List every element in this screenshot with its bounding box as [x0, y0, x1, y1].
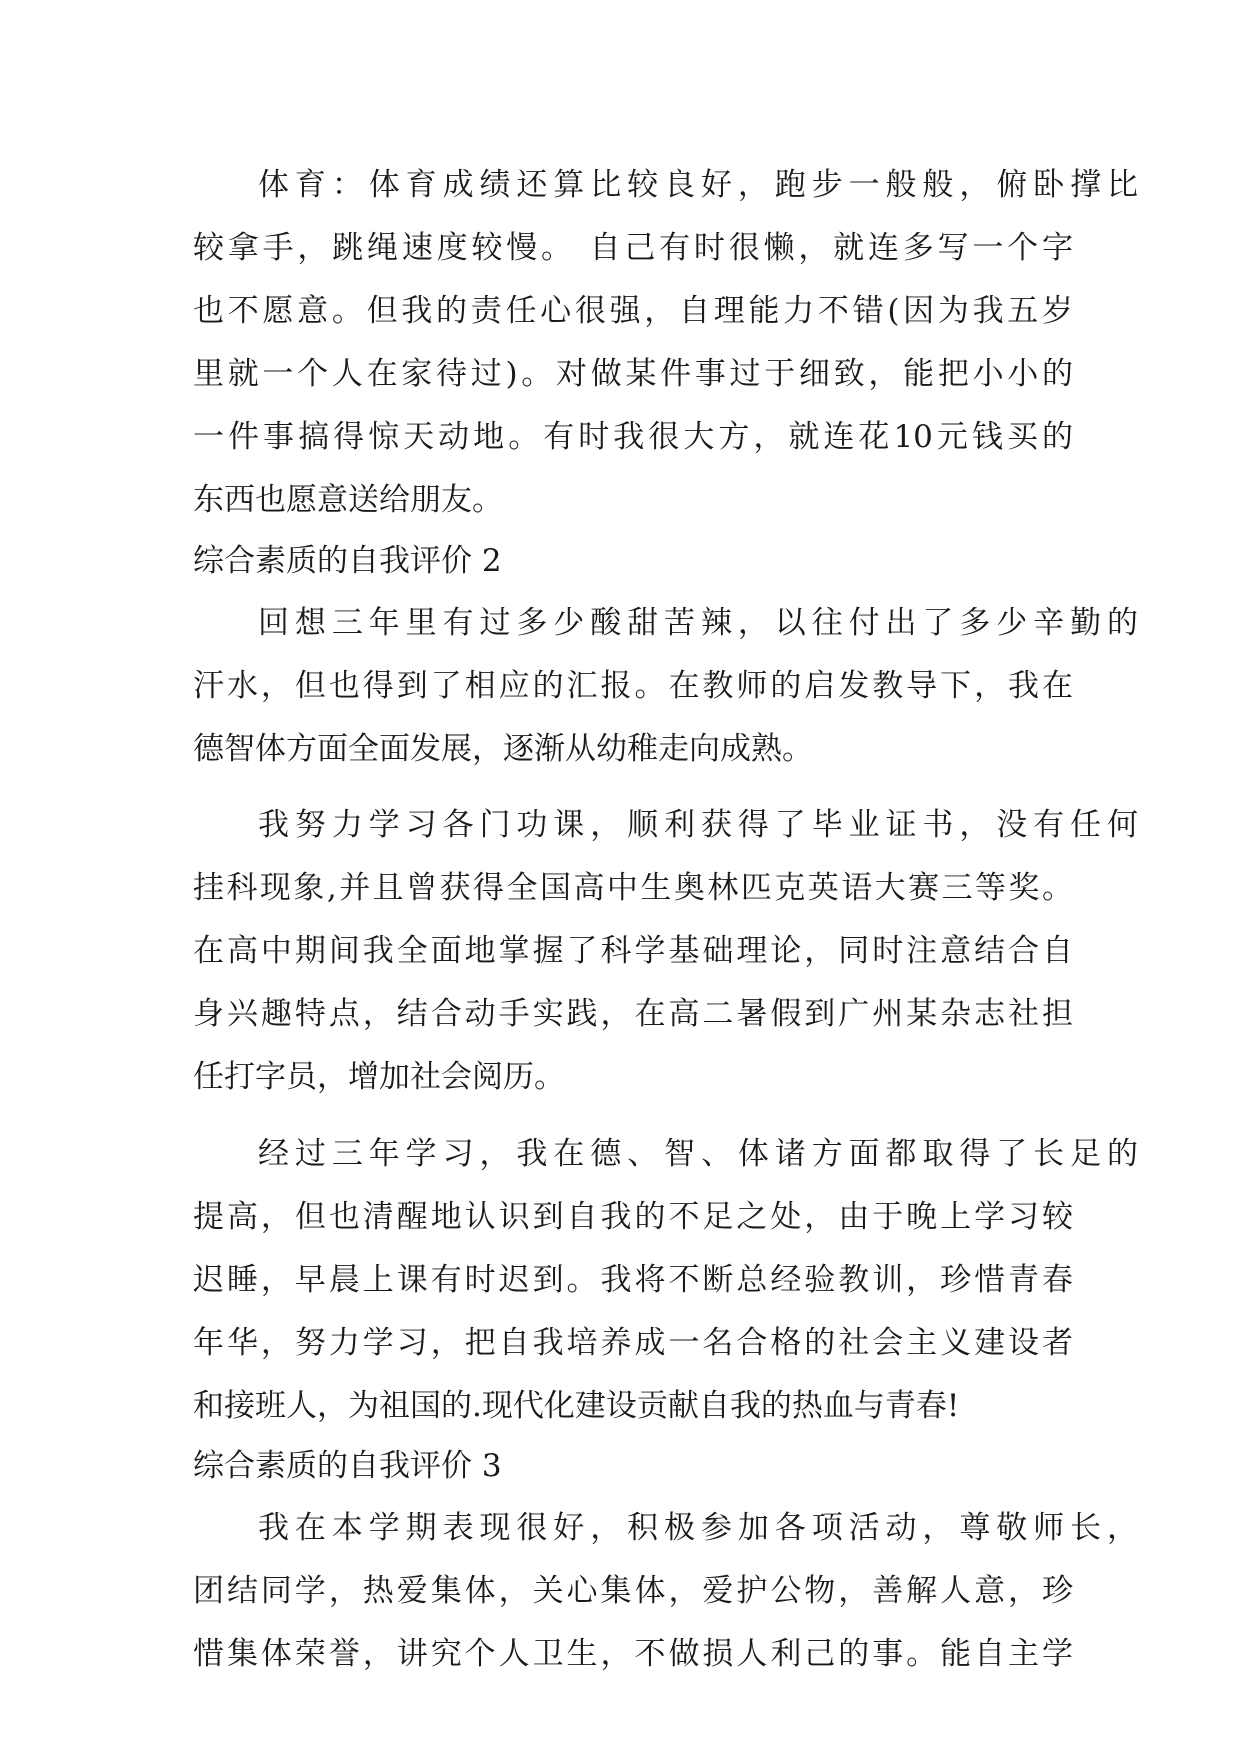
body-text-line: 和接班人，为祖国的.现代化建设贡献自我的热血与青春! — [193, 1388, 960, 1424]
body-text-line: 惜集体荣誉，讲究个人卫生，不做损人利己的事。能自主学 — [193, 1636, 1073, 1672]
body-text-line: 年华，努力学习，把自我培养成一名合格的社会主义建设者 — [193, 1325, 1073, 1361]
body-text-line: 我在本学期表现很好，积极参加各项活动，尊敬师长， — [258, 1510, 1138, 1546]
body-text-line: 挂科现象,并且曾获得全国高中生奥林匹克英语大赛三等奖。 — [193, 870, 1073, 906]
body-text-line: 在高中期间我全面地掌握了科学基础理论，同时注意结合自 — [193, 933, 1073, 969]
body-text-line: 任打字员，增加社会阅历。 — [193, 1059, 565, 1095]
body-text-line: 团结同学，热爱集体，关心集体，爱护公物，善解人意，珍 — [193, 1573, 1073, 1609]
body-text-line: 东西也愿意送给朋友。 — [193, 482, 503, 518]
body-text-line: 经过三年学习，我在德、智、体诸方面都取得了长足的 — [258, 1136, 1138, 1172]
body-text-line: 也不愿意。但我的责任心很强，自理能力不错(因为我五岁 — [193, 293, 1073, 329]
body-text-line: 回想三年里有过多少酸甜苦辣，以往付出了多少辛勤的 — [258, 605, 1138, 641]
body-text-line: 体育：体育成绩还算比较良好，跑步一般般，俯卧撑比 — [258, 167, 1138, 203]
body-text-line: 提高，但也清醒地认识到自我的不足之处，由于晚上学习较 — [193, 1199, 1073, 1235]
section-heading: 综合素质的自我评价 3 — [193, 1448, 502, 1484]
body-text-line: 一件事搞得惊天动地。有时我很大方，就连花10元钱买的 — [193, 419, 1073, 455]
body-text-line: 德智体方面全面发展，逐渐从幼稚走向成熟。 — [193, 731, 813, 767]
section-heading: 综合素质的自我评价 2 — [193, 543, 502, 579]
body-text-line: 里就一个人在家待过)。对做某件事过于细致，能把小小的 — [193, 356, 1073, 392]
body-text-line: 迟睡，早晨上课有时迟到。我将不断总经验教训，珍惜青春 — [193, 1262, 1073, 1298]
body-text-line: 汗水，但也得到了相应的汇报。在教师的启发教导下，我在 — [193, 668, 1073, 704]
body-text-line: 较拿手，跳绳速度较慢。 自己有时很懒，就连多写一个字 — [193, 230, 1073, 266]
body-text-line: 身兴趣特点，结合动手实践，在高二暑假到广州某杂志社担 — [193, 996, 1073, 1032]
body-text-line: 我努力学习各门功课，顺利获得了毕业证书，没有任何 — [258, 807, 1138, 843]
